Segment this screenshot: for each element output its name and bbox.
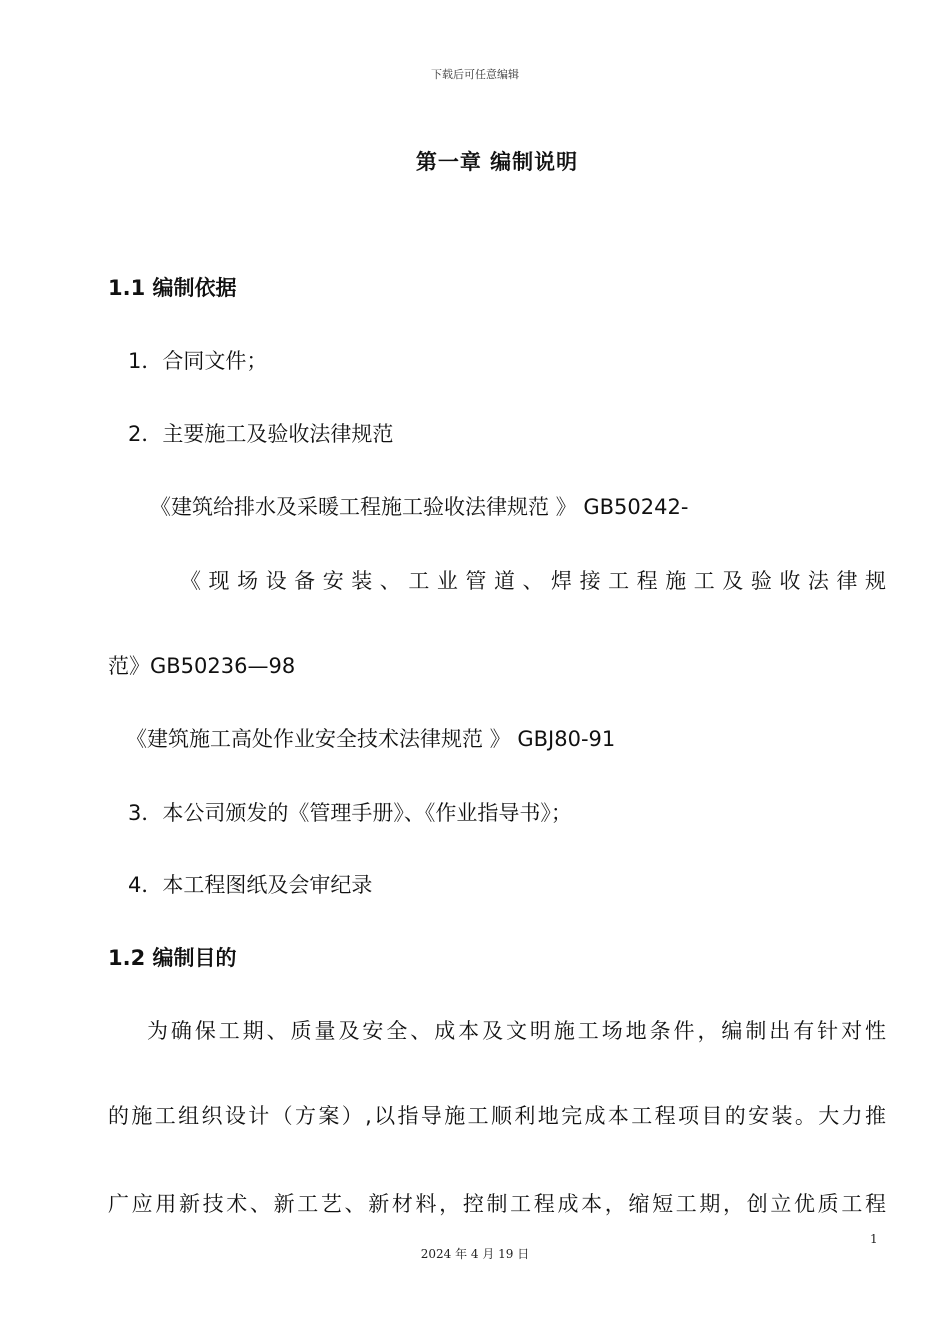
footer-date: 2024 年 4 月 19 日: [420, 1247, 530, 1261]
page-header: 下载后可任意编辑: [431, 68, 519, 81]
standard-equipment-installation-line1: 《现场设备安装、工业管道、焊接工程施工及验收法律规: [180, 569, 886, 593]
list-item-contract-documents: 1．合同文件；: [128, 349, 268, 373]
list-item-main-specifications: 2．主要施工及验收法律规范: [128, 422, 394, 446]
page-number: 1: [870, 1232, 878, 1246]
list-item-drawings-review: 4．本工程图纸及会审纪录: [128, 873, 373, 897]
standard-equipment-installation-line2: 范》GB50236—98: [108, 654, 296, 678]
section-heading-1-2: 1.2 编制目的: [108, 946, 237, 970]
purpose-paragraph-line2: 的施工组织设计（方案）,以指导施工顺利地完成本工程项目的安装。大力推: [108, 1104, 886, 1128]
standard-high-altitude-safety: 《建筑施工高处作业安全技术法律规范 》 GBJ80-91: [126, 727, 616, 751]
chapter-title: 第一章 编制说明: [415, 150, 579, 174]
section-heading-1-1: 1.1 编制依据: [108, 276, 237, 300]
purpose-paragraph-line1: 为确保工期、质量及安全、成本及文明施工场地条件，编制出有针对性: [147, 1019, 886, 1043]
purpose-paragraph-line3: 广应用新技术、新工艺、新材料，控制工程成本，缩短工期，创立优质工程: [108, 1192, 886, 1216]
standard-plumbing-heating: 《建筑给排水及采暖工程施工验收法律规范 》 GB50242-: [150, 495, 689, 519]
list-item-company-manuals: 3．本公司颁发的《管理手册》、《作业指导书》；: [128, 801, 572, 825]
